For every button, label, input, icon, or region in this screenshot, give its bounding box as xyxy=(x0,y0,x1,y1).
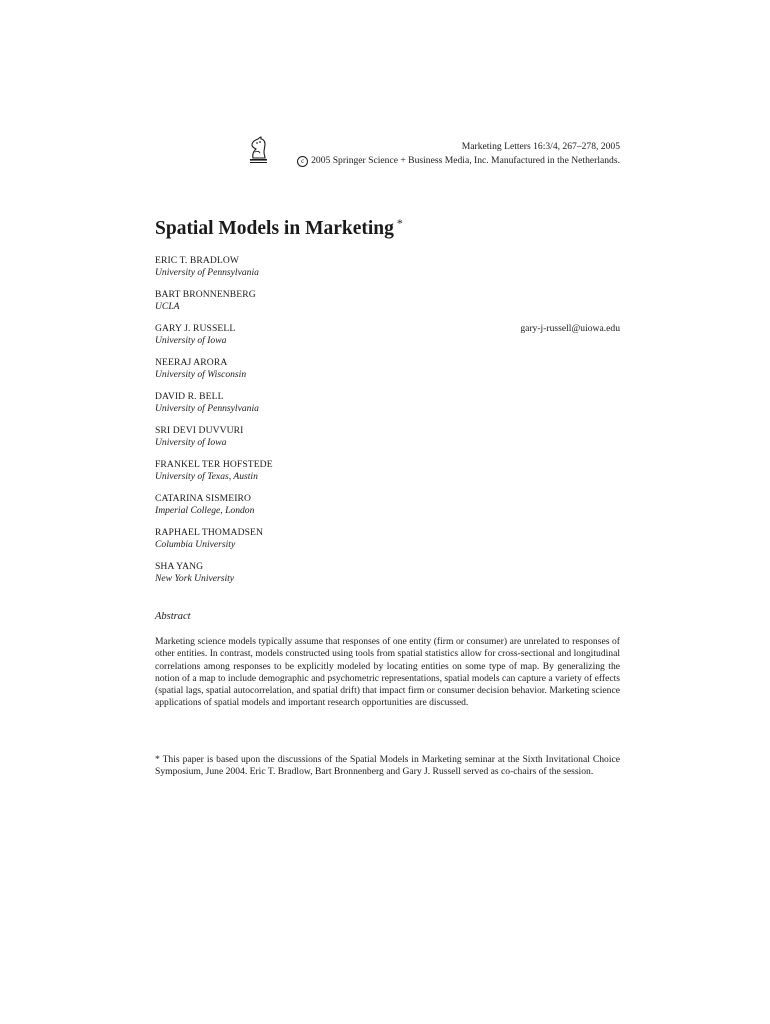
author-affiliation: New York University xyxy=(155,573,235,584)
author-affiliation: University of Iowa xyxy=(155,335,227,346)
author-affiliation: University of Pennsylvania xyxy=(155,267,259,278)
author-entry xyxy=(155,561,620,595)
author-entry xyxy=(155,391,620,425)
author-affiliation: Columbia University xyxy=(155,539,236,550)
author-name: RAPHAEL THOMADSEN xyxy=(155,527,264,538)
author-affiliation: University of Pennsylvania xyxy=(155,403,259,414)
author-entry xyxy=(155,527,620,561)
author-affiliation: University of Texas, Austin xyxy=(155,471,258,482)
author-affiliation: Imperial College, London xyxy=(155,505,255,516)
author-list xyxy=(155,255,620,595)
publication-header xyxy=(230,140,620,170)
abstract-body: Marketing science models typically assume that responses of one entity (firm or consumer) are unrelated to responses of other entities. In contrast, models constructed using tools from spatial statistics allow for cross-sectional and longitudinal correlations among responses to be explicitly modeled by locating entities on some type of map. By generalizing the notion of a map to include demographic and psychometric representations, spatial models can capture a variety of effects (spatial lags, spatial autocorrelation, and spatial drift) that impact firm or consumer decision behavior. Marketing science applications of spatial models and important research opportunities are discussed. xyxy=(155,636,620,709)
author-entry xyxy=(155,493,620,527)
author-name: NEERAJ ARORA xyxy=(155,357,228,368)
author-name: DAVID R. BELL xyxy=(155,391,224,402)
author-entry xyxy=(155,459,620,493)
copyright-text: 2005 Springer Science + Business Media, Inc. Manufactured in the Netherlands. xyxy=(311,154,620,166)
author-entry xyxy=(155,357,620,391)
copyright-notice xyxy=(297,154,620,168)
paper-title-text: Spatial Models in Marketing xyxy=(155,218,394,239)
author-name: SRI DEVI DUVVURI xyxy=(155,425,244,436)
author-name: BART BRONNENBERG xyxy=(155,289,256,300)
paper-title xyxy=(155,216,403,240)
abstract-heading: Abstract xyxy=(155,611,191,622)
author-email[interactable]: gary-j-russell@uiowa.edu xyxy=(520,323,620,334)
author-entry xyxy=(155,323,620,357)
springer-horse-logo-icon xyxy=(247,136,269,166)
title-footnote-marker: * xyxy=(396,216,403,230)
author-affiliation: UCLA xyxy=(155,301,180,312)
author-name: SHA YANG xyxy=(155,561,204,572)
journal-citation: Marketing Letters 16:3/4, 267–278, 2005 xyxy=(461,141,620,152)
author-entry xyxy=(155,289,620,323)
publication-info xyxy=(297,140,620,167)
copyright-icon: c xyxy=(297,156,308,167)
author-entry xyxy=(155,255,620,289)
author-name: ERIC T. BRADLOW xyxy=(155,255,240,266)
author-name: FRANKEL TER HOFSTEDE xyxy=(155,459,273,470)
author-affiliation: University of Wisconsin xyxy=(155,369,247,380)
author-name: CATARINA SISMEIRO xyxy=(155,493,252,504)
author-affiliation: University of Iowa xyxy=(155,437,227,448)
title-footnote: * This paper is based upon the discussions of the Spatial Models in Marketing seminar at the Sixth Invitational Choice Symposium, June 2004. Eric T. Bradlow, Bart Bronnenberg and Gary J. Russell served as co-chairs of the session. xyxy=(155,754,620,778)
author-entry xyxy=(155,425,620,459)
author-name: GARY J. RUSSELL xyxy=(155,323,236,334)
